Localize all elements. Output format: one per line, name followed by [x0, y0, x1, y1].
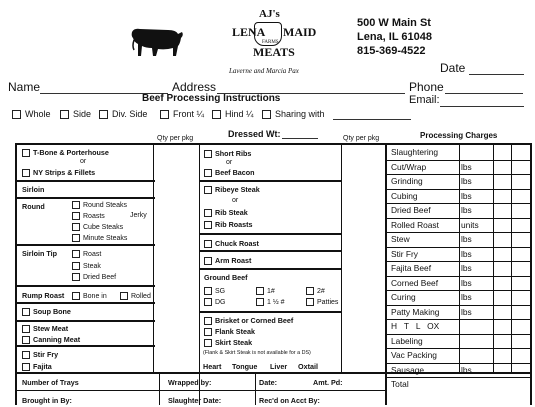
ny-strips-checkbox[interactable]	[22, 169, 30, 177]
charge-unit: lbs	[461, 292, 472, 302]
sirloin-steak-checkbox[interactable]	[72, 262, 80, 270]
tbone-checkbox[interactable]	[22, 149, 30, 157]
charge-unit: lbs	[461, 306, 472, 317]
item-brisket[interactable]: Brisket or Corned Beef	[204, 316, 293, 325]
item-rump-roast: Rump Roast	[22, 291, 65, 300]
sirloin-roast-checkbox[interactable]	[72, 250, 80, 258]
option-side[interactable]: Side	[60, 109, 91, 119]
charge-row[interactable]	[387, 319, 535, 334]
option-round-steaks[interactable]: Round Steaks	[72, 201, 127, 209]
charge-row-divider	[387, 189, 532, 190]
ribeye-checkbox[interactable]	[204, 186, 212, 194]
stir-fry-checkbox[interactable]	[22, 351, 30, 359]
dg-checkbox[interactable]	[204, 298, 212, 306]
item-beef-bacon[interactable]: Beef Bacon	[204, 168, 255, 177]
option-dg[interactable]: DG	[204, 298, 226, 306]
item-tbone[interactable]: T-Bone & Porterhouse	[22, 148, 109, 157]
date-field[interactable]	[469, 74, 524, 75]
charge-label: Total	[391, 379, 409, 389]
dried-beef-checkbox[interactable]	[72, 273, 80, 281]
patties-checkbox[interactable]	[306, 298, 314, 306]
charge-row[interactable]	[387, 218, 535, 233]
logo-lena: LENA	[232, 25, 266, 39]
phone-field[interactable]	[445, 93, 523, 94]
charge-row-divider	[387, 261, 532, 262]
charge-label: H T L OX	[391, 321, 440, 331]
charge-row-divider	[387, 232, 532, 233]
charge-unit: lbs	[461, 263, 472, 273]
charge-label: Patty Making	[391, 306, 440, 317]
stew-meat-checkbox[interactable]	[22, 325, 30, 333]
option-sirloin-steak[interactable]: Steak	[72, 262, 101, 270]
or-text-2: or	[226, 159, 233, 166]
charge-unit: lbs	[461, 277, 472, 288]
charge-row-divider	[387, 290, 532, 291]
item-ground-beef: Ground Beef	[204, 273, 248, 282]
item-stir-fry[interactable]: Stir Fry	[22, 350, 58, 359]
phone-label: Phone	[409, 80, 444, 94]
charge-row-divider	[387, 203, 532, 204]
charge-label: Grinding	[391, 176, 423, 186]
charge-row-divider	[387, 348, 532, 349]
item-heart: Heart	[203, 362, 222, 371]
item-tongue: Tongue	[232, 362, 258, 371]
logo-banner	[254, 22, 282, 46]
charge-row[interactable]	[387, 232, 535, 247]
charge-row[interactable]	[387, 305, 535, 320]
chuck-roast-checkbox[interactable]	[204, 240, 212, 248]
charge-row-divider	[387, 247, 532, 248]
2lb-checkbox[interactable]	[306, 287, 314, 295]
item-liver: Liver	[270, 362, 288, 371]
charge-row[interactable]	[387, 290, 535, 305]
item-sirloin: Sirloin	[22, 185, 45, 194]
option-roasts[interactable]: Roasts	[72, 212, 105, 220]
charge-unit: lbs	[461, 176, 472, 186]
charge-row[interactable]	[387, 377, 535, 392]
sharing-with-checkbox[interactable]	[262, 110, 271, 119]
item-sirloin-tip: Sirloin Tip	[22, 249, 58, 258]
logo-farms: FARMS	[262, 40, 279, 45]
email-label: Email:	[409, 94, 440, 106]
bone-in-checkbox[interactable]	[72, 292, 80, 300]
option-1-half-lb[interactable]: 1 ½ #	[256, 298, 285, 306]
option-sg[interactable]: SG	[204, 287, 225, 295]
qty-per-pkg-header-1: Qty per pkg	[157, 135, 194, 142]
amt-pd-label: Amt. Pd:	[313, 378, 343, 387]
option-sharing-with[interactable]: Sharing with	[262, 109, 325, 119]
logo-maid: MAID	[283, 25, 317, 39]
logo-meats: MEATS	[253, 45, 295, 59]
skirt-checkbox[interactable]	[204, 339, 212, 347]
page-title: Beef Processing Instructions	[142, 93, 281, 104]
charge-label: Fajita Beef	[391, 263, 432, 273]
1lb-checkbox[interactable]	[256, 287, 264, 295]
charge-row[interactable]	[387, 189, 535, 204]
option-dried-beef[interactable]: Dried Beef	[72, 273, 116, 281]
item-oxtail: Oxtail	[298, 362, 318, 371]
fajita-checkbox[interactable]	[22, 363, 30, 371]
option-2lb[interactable]: 2#	[306, 287, 325, 295]
charge-row[interactable]	[387, 334, 535, 349]
charge-row-divider	[387, 334, 532, 335]
option-hind-quarter[interactable]: Hind ¼	[212, 109, 254, 119]
item-soup-bone[interactable]: Soup Bone	[22, 307, 71, 316]
charge-row[interactable]	[387, 348, 535, 363]
item-ny-strips[interactable]: NY Strips & Fillets	[22, 168, 95, 177]
charge-row-divider	[387, 377, 532, 378]
charge-label: Cut/Wrap	[391, 161, 427, 172]
name-label: Name	[8, 80, 41, 94]
item-rib-roasts[interactable]: Rib Roasts	[204, 220, 253, 229]
cube-steaks-checkbox[interactable]	[72, 223, 80, 231]
item-flank[interactable]: Flank Steak	[204, 327, 255, 336]
jerky-label: Jerky	[130, 212, 147, 219]
charge-unit: lbs	[461, 205, 472, 215]
option-rolled[interactable]: Rolled	[120, 292, 151, 300]
logo-ajs: AJ's	[259, 8, 280, 20]
rib-roasts-checkbox[interactable]	[204, 221, 212, 229]
charge-label: Vac Packing	[391, 350, 437, 360]
or-text-3: or	[232, 197, 239, 204]
charge-unit: lbs	[461, 364, 472, 375]
charge-label: Stew	[391, 234, 410, 244]
charge-label: Rolled Roast	[391, 219, 439, 230]
canning-meat-checkbox[interactable]	[22, 336, 30, 344]
charge-row-divider	[387, 218, 532, 219]
option-cube-steaks[interactable]: Cube Steaks	[72, 223, 123, 231]
option-div-side[interactable]: Div. Side	[99, 109, 147, 119]
option-whole[interactable]: Whole	[12, 109, 51, 119]
round-steaks-checkbox[interactable]	[72, 201, 80, 209]
or-text-1: or	[80, 158, 87, 165]
front-quarter-checkbox[interactable]	[160, 110, 169, 119]
side-checkbox[interactable]	[60, 110, 69, 119]
hind-quarter-checkbox[interactable]	[212, 110, 221, 119]
charge-row-divider	[387, 174, 532, 175]
footer-date-label: Date:	[259, 378, 277, 387]
charge-row[interactable]	[387, 145, 535, 160]
charge-unit: units	[461, 219, 479, 230]
option-sirloin-roast[interactable]: Roast	[72, 250, 101, 258]
charge-row-divider	[387, 305, 532, 306]
charge-row[interactable]	[387, 276, 535, 291]
charge-row[interactable]	[387, 160, 535, 175]
brisket-checkbox[interactable]	[204, 317, 212, 325]
short-ribs-checkbox[interactable]	[204, 150, 212, 158]
address-label: Address	[172, 80, 217, 94]
soup-bone-checkbox[interactable]	[22, 308, 30, 316]
item-chuck-roast[interactable]: Chuck Roast	[204, 239, 259, 248]
sharing-with-field[interactable]	[333, 119, 411, 120]
dressed-wt-label: Dressed Wt:	[228, 129, 281, 139]
charge-row[interactable]	[387, 174, 535, 189]
wrapped-by-label: Wrapped by:	[168, 378, 212, 387]
charge-row[interactable]	[387, 247, 535, 262]
charge-row-divider	[387, 160, 532, 161]
item-short-ribs[interactable]: Short Ribs	[204, 149, 251, 158]
option-1lb[interactable]: 1#	[256, 287, 275, 295]
flank-note: (Flank & Skirt Steak is not available for a DS)	[203, 350, 311, 356]
arm-roast-checkbox[interactable]	[204, 257, 212, 265]
brought-in-by-label: Brought in By:	[22, 396, 72, 405]
charge-label: Slaughtering	[391, 147, 439, 157]
option-patties[interactable]: Patties	[306, 298, 338, 306]
number-of-trays-label: Number of Trays	[22, 378, 79, 387]
business-address-2: Lena, IL 61048	[357, 31, 433, 43]
whole-checkbox[interactable]	[12, 110, 21, 119]
charge-label: Stir Fry	[391, 248, 418, 259]
1-half-lb-checkbox[interactable]	[256, 298, 264, 306]
charge-unit: lbs	[461, 234, 472, 244]
charge-label: Corned Beef	[391, 277, 439, 288]
business-phone: 815-369-4522	[357, 45, 426, 57]
charge-row[interactable]	[387, 203, 535, 218]
roasts-checkbox[interactable]	[72, 212, 80, 220]
beef-bacon-checkbox[interactable]	[204, 169, 212, 177]
item-canning-meat[interactable]: Canning Meat	[22, 335, 80, 344]
date-label: Date	[440, 61, 466, 75]
dressed-wt-field[interactable]	[282, 138, 318, 139]
charge-label: Sausage	[391, 364, 425, 375]
charge-row[interactable]	[387, 363, 535, 378]
item-arm-roast[interactable]: Arm Roast	[204, 256, 251, 265]
minute-steaks-checkbox[interactable]	[72, 234, 80, 242]
item-ribeye[interactable]: Ribeye Steak	[204, 185, 260, 194]
charge-label: Curing	[391, 292, 416, 302]
qty-per-pkg-header-2: Qty per pkg	[343, 135, 380, 142]
charge-row-divider	[387, 276, 532, 277]
rolled-checkbox[interactable]	[120, 292, 128, 300]
business-address-1: 500 W Main St	[357, 17, 431, 29]
div-side-checkbox[interactable]	[99, 110, 108, 119]
item-round: Round	[22, 202, 45, 211]
cow-logo-icon	[128, 22, 184, 60]
charge-row-divider	[387, 319, 532, 320]
sg-checkbox[interactable]	[204, 287, 212, 295]
slaughter-date-label: Slaughter Date:	[168, 396, 222, 405]
charge-row-divider	[387, 363, 532, 364]
item-fajita[interactable]: Fajita	[22, 362, 52, 371]
flank-checkbox[interactable]	[204, 328, 212, 336]
option-front-quarter[interactable]: Front ¼	[160, 109, 204, 119]
charge-unit: lbs	[461, 190, 472, 201]
option-bone-in[interactable]: Bone in	[72, 292, 107, 300]
owners-text: Laverne and Marcia Pax	[229, 67, 299, 75]
recd-on-acct-label: Rec'd on Acct By:	[259, 396, 320, 405]
item-stew-meat[interactable]: Stew Meat	[22, 324, 68, 333]
processing-charges-header: Processing Charges	[420, 131, 498, 140]
charge-unit: lbs	[461, 161, 472, 172]
email-field[interactable]	[440, 106, 524, 107]
item-rib-steak[interactable]: Rib Steak	[204, 208, 248, 217]
charge-label: Labeling	[391, 335, 423, 346]
item-skirt[interactable]: Skirt Steak	[204, 338, 252, 347]
charge-row[interactable]	[387, 261, 535, 276]
charge-unit: lbs	[461, 248, 472, 259]
option-minute-steaks[interactable]: Minute Steaks	[72, 234, 127, 242]
charge-label: Dried Beef	[391, 205, 431, 215]
rib-steak-checkbox[interactable]	[204, 209, 212, 217]
charge-label: Cubing	[391, 190, 418, 201]
